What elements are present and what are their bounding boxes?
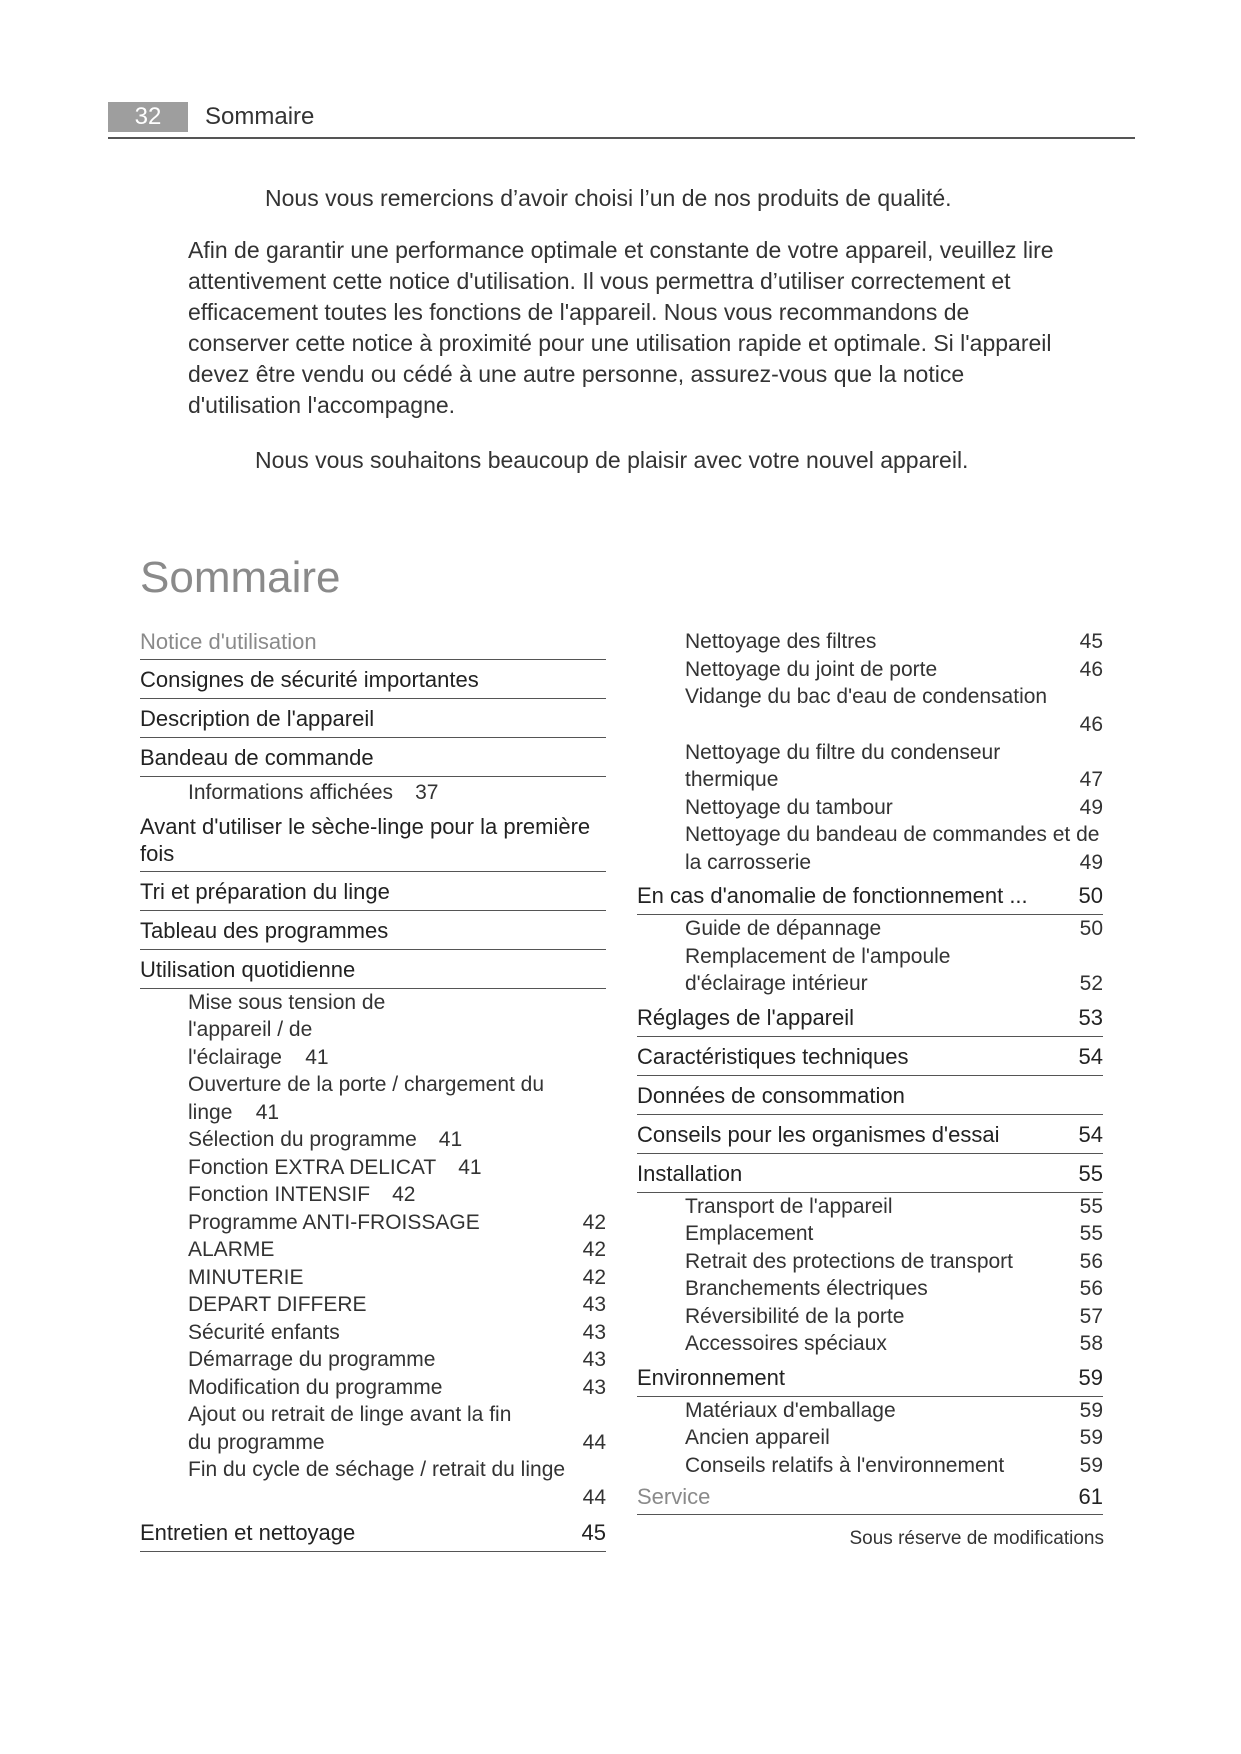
toc-entry-title: Informations affichées xyxy=(188,781,394,804)
intro-wishes: Nous vous souhaitons beaucoup de plaisir avec votre nouvel appareil. xyxy=(255,447,969,473)
toc-entry-page: 37 xyxy=(415,781,439,804)
toc-entry-title: Nettoyage du tambour xyxy=(685,795,893,819)
toc-entry-title: Fonction INTENSIF xyxy=(188,1183,371,1206)
toc-entry-title: Réglages de l'appareil xyxy=(637,1004,855,1030)
toc-subentry[interactable] xyxy=(140,1236,606,1264)
toc-entry[interactable] xyxy=(637,998,1103,1037)
toc-heading: Sommaire xyxy=(140,553,341,602)
toc-entry-page: 42 xyxy=(582,1238,606,1261)
toc-entry-title: En cas d'anomalie de fonctionnement ... xyxy=(637,883,1028,908)
toc-entry-page: 53 xyxy=(1078,1004,1103,1030)
toc-entry-title: MINUTERIE xyxy=(188,1265,304,1289)
toc-entry-page: 42 xyxy=(582,1265,606,1289)
toc-subentry[interactable] xyxy=(140,1181,606,1209)
toc-entry-page: 44 xyxy=(582,1485,606,1509)
toc-entry-page: 61 xyxy=(1078,1484,1103,1509)
toc-entry-title: Service xyxy=(637,1484,711,1509)
toc-entry-page: 52 xyxy=(1079,972,1103,995)
toc-entry-title: Sécurité enfants xyxy=(188,1320,340,1344)
toc-entry-title: ALARME xyxy=(188,1238,275,1261)
toc-subentry[interactable] xyxy=(140,1346,606,1374)
toc-subentry[interactable] xyxy=(140,1291,606,1319)
toc-left-column xyxy=(140,628,606,1552)
toc-entry-page: 59 xyxy=(1079,1453,1103,1477)
toc-entry-title: Données de consommation xyxy=(637,1082,905,1108)
toc-entry-title: Ancien appareil xyxy=(685,1426,830,1449)
toc-entry-page: 43 xyxy=(582,1293,606,1316)
toc-entry-title: Tri et préparation du linge xyxy=(140,878,390,904)
toc-subentry[interactable] xyxy=(637,1452,1103,1480)
page-header-title: Sommaire xyxy=(205,103,315,130)
toc-entry-title: Conseils relatifs à l'environnement xyxy=(685,1453,1005,1477)
toc-entry-title: Guide de dépannage xyxy=(685,917,882,940)
toc-entry-page: 43 xyxy=(582,1320,606,1344)
toc-entry-page: 42 xyxy=(392,1183,416,1206)
toc-entry[interactable] xyxy=(637,1358,1103,1397)
toc-subentry[interactable] xyxy=(140,989,606,1072)
toc-entry[interactable] xyxy=(637,1115,1103,1154)
toc-entry-title: Notice d'utilisation xyxy=(140,629,317,654)
toc-entry[interactable] xyxy=(140,950,606,989)
toc-entry-title: Nettoyage du joint de porte xyxy=(685,657,938,681)
toc-subentry[interactable] xyxy=(637,821,1103,876)
toc-subentry[interactable] xyxy=(140,1401,606,1456)
page-number: 32 xyxy=(108,102,188,132)
toc-entry-page: 46 xyxy=(1079,657,1103,681)
toc-entry-page: 49 xyxy=(1079,850,1103,874)
toc-entry[interactable] xyxy=(637,876,1103,915)
toc-subentry[interactable] xyxy=(637,683,1103,739)
toc-subentry[interactable] xyxy=(140,1126,606,1154)
toc-subentry[interactable] xyxy=(637,628,1103,656)
toc-subentry[interactable] xyxy=(140,1071,606,1126)
toc-entry-title: Mise sous tension de l'appareil / de l'éclairage 41 xyxy=(188,990,386,1069)
toc-entry-page: 44 xyxy=(582,1430,606,1454)
toc-entry-title: Ouverture de la porte / chargement du linge 41 xyxy=(188,1073,545,1124)
toc-entry-title: Environnement xyxy=(637,1364,785,1390)
toc-subentry[interactable] xyxy=(637,794,1103,822)
toc-subentry[interactable] xyxy=(637,943,1103,998)
toc-subentry[interactable] xyxy=(637,915,1103,943)
toc-entry-page: 56 xyxy=(1079,1277,1103,1300)
toc-entry-title: Vidange du bac d'eau de condensation xyxy=(685,685,1048,708)
toc-entry-page: 59 xyxy=(1079,1426,1103,1449)
toc-entry-title: Sélection du programme xyxy=(188,1128,417,1151)
toc-entry-title: Emplacement xyxy=(685,1222,814,1245)
toc-entry-title: Remplacement de l'ampoule d'éclairage intérieur xyxy=(685,944,951,995)
toc-entry-page: 49 xyxy=(1079,795,1103,819)
toc-subentry-page-line xyxy=(140,1484,606,1512)
toc-entry-title: Réversibilité de la porte xyxy=(685,1304,905,1328)
toc-entry[interactable] xyxy=(140,807,606,872)
toc-entry[interactable] xyxy=(637,1037,1103,1076)
toc-entry-title: Programme ANTI-FROISSAGE xyxy=(188,1210,480,1234)
toc-entry-title: Nettoyage du bandeau de commandes et de la carrosserie xyxy=(685,823,1100,874)
toc-entry-title: Accessoires spéciaux xyxy=(685,1332,887,1355)
page-header xyxy=(108,100,1135,140)
toc-subentry[interactable] xyxy=(140,1319,606,1347)
toc-entry-title: Branchements électriques xyxy=(685,1277,928,1300)
toc-subentry[interactable] xyxy=(637,1424,1103,1452)
toc-entry-page: 55 xyxy=(1079,1194,1103,1218)
toc-subentry[interactable] xyxy=(637,1248,1103,1276)
toc-entry-page: 50 xyxy=(1079,917,1103,940)
toc-subentry[interactable] xyxy=(637,1275,1103,1303)
toc-entry-title: Nettoyage du filtre du condenseur thermique xyxy=(685,740,1001,791)
toc-entry-page: 57 xyxy=(1079,1304,1103,1328)
toc-entry-title: Conseils pour les organismes d'essai xyxy=(637,1121,1000,1147)
toc-entry-page: 59 xyxy=(1078,1364,1103,1390)
toc-entry-page: 58 xyxy=(1079,1332,1103,1355)
toc-entry-title: Démarrage du programme xyxy=(188,1348,436,1371)
toc-right-column xyxy=(637,628,1103,1515)
toc-entry-page: 41 xyxy=(458,1155,482,1179)
toc-entry-title: Matériaux d'emballage xyxy=(685,1398,896,1422)
toc-entry-page: 43 xyxy=(582,1375,606,1399)
toc-entry-title: Bandeau de commande xyxy=(140,745,374,770)
toc-entry-page: 45 xyxy=(1079,630,1103,653)
toc-entry-page: 45 xyxy=(581,1520,606,1545)
toc-subentry[interactable] xyxy=(637,1330,1103,1358)
toc-entry-title: Fonction EXTRA DELICAT xyxy=(188,1155,437,1179)
toc-entry-page: 41 xyxy=(255,1100,280,1124)
toc-subentry[interactable] xyxy=(140,1154,606,1182)
toc-entry[interactable] xyxy=(637,1154,1103,1193)
toc-entry-page: 56 xyxy=(1079,1249,1103,1273)
toc-entry-title: DEPART DIFFERE xyxy=(188,1293,367,1316)
toc-entry-page: 55 xyxy=(1078,1160,1103,1186)
toc-entry-title: Retrait des protections de transport xyxy=(685,1249,1014,1273)
toc-entry-title: Entretien et nettoyage xyxy=(140,1520,356,1545)
toc-entry-page: 54 xyxy=(1078,1121,1103,1147)
toc-entry-title: Nettoyage des filtres xyxy=(685,630,877,653)
intro-thanks: Nous vous remercions d’avoir choisi l’un de nos produits de qualité. xyxy=(265,185,952,211)
toc-entry[interactable] xyxy=(140,699,606,738)
toc-subentry[interactable] xyxy=(637,1193,1103,1221)
toc-entry-title: Caractéristiques techniques xyxy=(637,1043,909,1069)
toc-entry-page: 43 xyxy=(582,1348,606,1371)
toc-subentry[interactable] xyxy=(140,1456,606,1484)
toc-entry-title: Transport de l'appareil xyxy=(685,1194,893,1218)
toc-entry-title: Fin du cycle de séchage / retrait du linge xyxy=(188,1458,566,1481)
toc-entry-title: Description de l'appareil xyxy=(140,706,375,731)
header-divider xyxy=(108,137,1135,139)
toc-entry-page: 46 xyxy=(1079,713,1103,736)
toc-entry[interactable] xyxy=(140,872,606,911)
toc-entry-title: Consignes de sécurité importantes xyxy=(140,667,479,692)
toc-subentry[interactable] xyxy=(637,1220,1103,1248)
toc-entry-page: 54 xyxy=(1078,1043,1103,1069)
toc-entry-page: 47 xyxy=(1079,768,1103,791)
toc-entry[interactable] xyxy=(637,1076,1103,1115)
toc-entry[interactable] xyxy=(140,1513,606,1552)
toc-subentry[interactable] xyxy=(140,1209,606,1237)
toc-entry[interactable] xyxy=(140,738,606,777)
toc-subentry[interactable] xyxy=(637,1303,1103,1331)
toc-entry-page: 42 xyxy=(582,1210,606,1234)
toc-subentry[interactable] xyxy=(140,1264,606,1292)
toc-entry[interactable] xyxy=(140,660,606,699)
toc-subentry[interactable] xyxy=(140,777,606,807)
intro-paragraph: Afin de garantir une performance optimale et constante de votre appareil, veuillez lire attentivement cette notice d'utilisation. Il vous permettra d’utiliser correctement et efficacement toutes les fonctions de l'appareil. Nous vous recommandons de conserver cette notice à proximité pour une utilisation rapide et optimale. Si l'appareil devez être vendu ou cédé à une autre personne, assurez-vous que la notice d'utilisation l'accompagne. xyxy=(188,237,1054,418)
toc-entry-page: 41 xyxy=(438,1128,463,1151)
toc-entry-title: Utilisation quotidienne xyxy=(140,956,356,982)
toc-entry-page: 59 xyxy=(1079,1398,1103,1422)
toc-entry-title: Tableau des programmes xyxy=(140,917,389,943)
toc-entry-title: Ajout ou retrait de linge avant la fin du programme xyxy=(188,1403,512,1454)
toc-subentry[interactable] xyxy=(140,1374,606,1402)
footer-note: Sous réserve de modifications xyxy=(849,1528,1104,1549)
toc-entry-page: 50 xyxy=(1078,883,1103,908)
toc-entry-page: 41 xyxy=(305,1045,329,1069)
toc-subentry[interactable] xyxy=(637,656,1103,684)
toc-entry-page: 55 xyxy=(1079,1222,1103,1245)
toc-entry-title: Modification du programme xyxy=(188,1375,443,1399)
toc-entry[interactable] xyxy=(637,1479,1103,1515)
toc-entry[interactable] xyxy=(140,628,606,660)
toc-subentry[interactable] xyxy=(637,739,1103,794)
toc-subentry[interactable] xyxy=(637,1397,1103,1425)
toc-entry-title: Avant d'utiliser le sèche-linge pour la première fois xyxy=(140,813,591,866)
toc-entry[interactable] xyxy=(140,911,606,950)
toc-entry-title: Installation xyxy=(637,1160,743,1186)
